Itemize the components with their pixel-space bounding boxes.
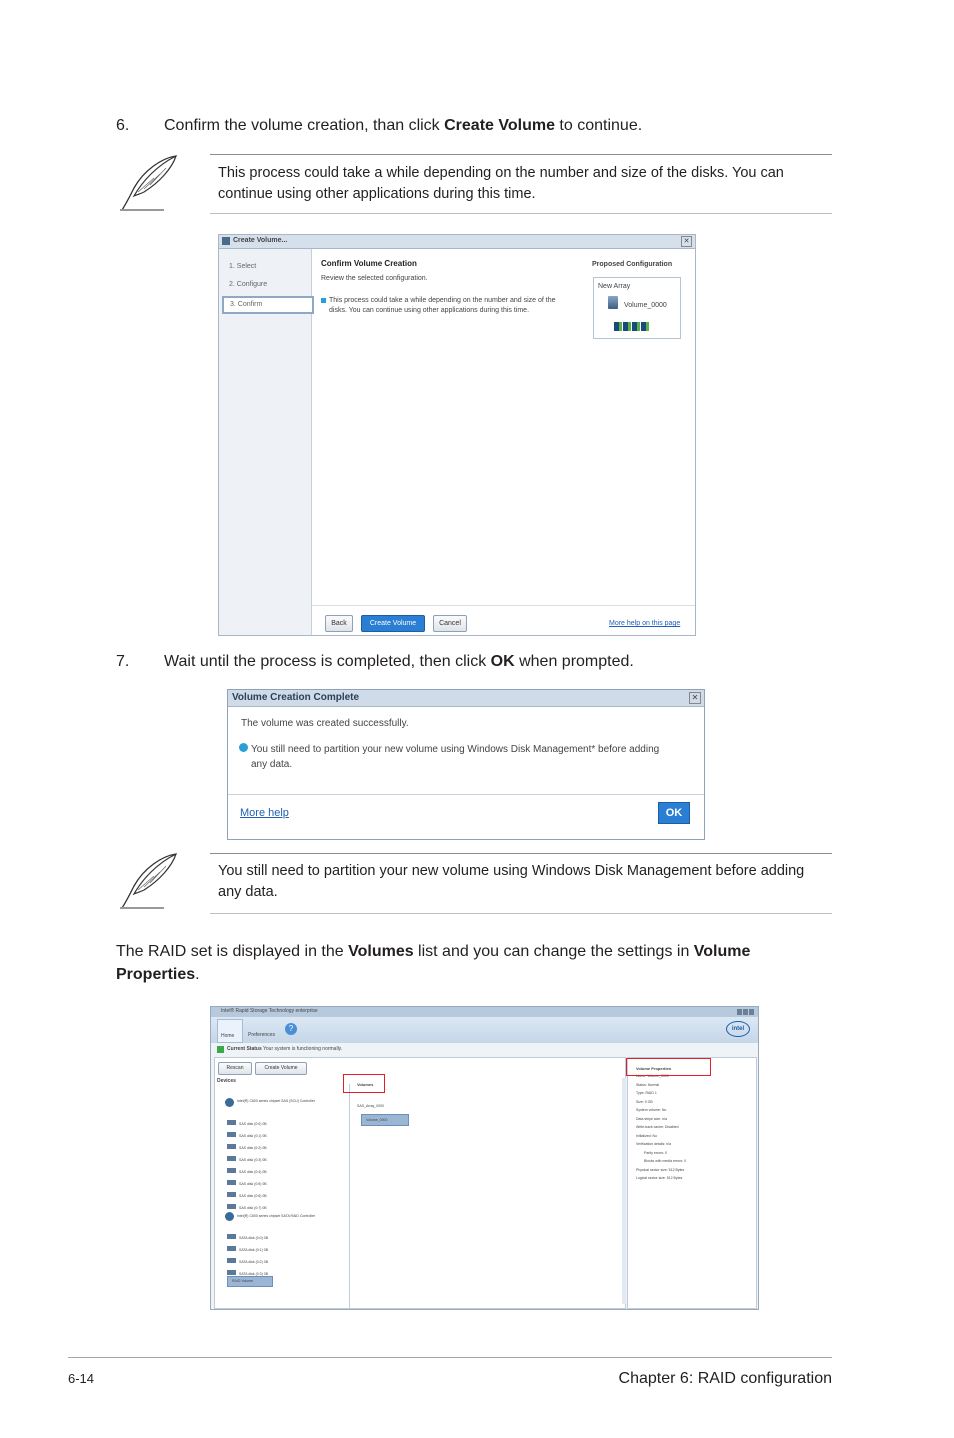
- property-row: Data stripe size: n/a: [636, 1116, 667, 1121]
- note-2: [112, 848, 832, 916]
- property-row: Size: 0 GB: [636, 1099, 653, 1104]
- controller-icon: [225, 1098, 234, 1107]
- property-row: Blocks with media errors: 0: [644, 1159, 687, 1163]
- back-button[interactable]: Back: [325, 615, 353, 632]
- paragraph-line-1: The RAID set is displayed in the Volumes list and you can change the settings in Volume: [116, 943, 751, 960]
- dialog-footer-rule: [228, 794, 704, 795]
- volumes-highlight-box: [343, 1074, 385, 1093]
- rst-window: [210, 1006, 759, 1310]
- volume-item[interactable]: Volume_0000: [361, 1114, 409, 1126]
- partition-info: You still need to partition your new volume using Windows Disk Management* before adding any data.: [251, 744, 660, 770]
- disk-item[interactable]: SAS disk (0:2) 0B: [223, 1136, 343, 1148]
- volume-complete-dialog: [227, 689, 705, 840]
- close-icon[interactable]: ✕: [681, 236, 692, 247]
- property-row: System volume: No: [636, 1108, 667, 1112]
- controller-1[interactable]: Intel(R) C600 series chipset SAS (SCU) Controller: [237, 1099, 315, 1103]
- feather-pen-icon: [114, 152, 184, 214]
- complete-message: The volume was created successfully.: [241, 718, 409, 729]
- note-text: This process could take a while depending on the number and size of the disks. You can continue using other applications during this time.: [218, 165, 784, 202]
- properties-highlight-box: [626, 1058, 711, 1076]
- disk-icon: [227, 1270, 236, 1275]
- toolbar-home[interactable]: Home: [217, 1019, 243, 1043]
- dialog-titlebar: [228, 690, 704, 707]
- intel-logo: intel: [726, 1021, 750, 1037]
- volumes-header: Volumes: [357, 1082, 374, 1087]
- page-number: 6-14: [68, 1371, 95, 1386]
- help-link[interactable]: More help on this page: [609, 620, 681, 627]
- disk-item[interactable]: SAS disk (0:6) 0B: [223, 1184, 343, 1196]
- step-text: Wait until the process is completed, then click OK when prompted.: [164, 653, 634, 670]
- wizard-step-confirm[interactable]: 3. Confirm: [222, 296, 314, 314]
- note-1: [112, 150, 832, 218]
- dialog-titlebar: [219, 235, 695, 249]
- wizard-step-select[interactable]: 1. Select: [229, 263, 257, 270]
- left-panel: [214, 1057, 626, 1309]
- disk-item[interactable]: SAS disk (0:7) 0B: [223, 1196, 343, 1208]
- wizard-steps-panel: [219, 249, 312, 635]
- more-help-link[interactable]: More help: [240, 807, 289, 819]
- property-row: Type: RAID 1: [636, 1091, 657, 1095]
- disk-item[interactable]: SAS disk (0:4) 0B: [223, 1160, 343, 1172]
- dialog-footer-rule: [312, 605, 695, 606]
- note-text: You still need to partition your new volume using Windows Disk Management before adding any data.: [218, 863, 805, 900]
- step-number: 7.: [116, 653, 130, 670]
- confirm-subheading: Review the selected configuration.: [321, 275, 428, 282]
- rst-toolbar: [211, 1017, 758, 1043]
- step-6: [116, 116, 836, 138]
- disk-strip-icon: [614, 322, 650, 331]
- proposed-heading: Proposed Configuration: [592, 261, 673, 268]
- controller-icon: [225, 1212, 234, 1221]
- volume-icon: [608, 296, 618, 309]
- note-top-rule: [210, 853, 832, 854]
- rescan-button[interactable]: Rescan: [218, 1062, 252, 1075]
- properties-panel: [627, 1057, 757, 1309]
- window-controls-icon[interactable]: [737, 1009, 755, 1015]
- close-icon[interactable]: ✕: [689, 692, 701, 704]
- cancel-button[interactable]: Cancel: [433, 615, 467, 632]
- property-row: Status: Normal: [636, 1082, 660, 1087]
- disk-item[interactable]: SAS disk (0:1) 0B: [223, 1124, 343, 1136]
- toolbar-preferences[interactable]: Preferences: [248, 1032, 275, 1038]
- disk-item[interactable]: SAS disk (0:5) 0B: [223, 1172, 343, 1184]
- check-icon: [217, 1046, 224, 1053]
- disk-item[interactable]: SATA disk (0:1) 0B: [223, 1238, 343, 1250]
- status-text: Your system is functioning normally.: [263, 1046, 343, 1052]
- dialog-title: Create Volume...: [233, 237, 288, 244]
- controller-1-disks: [223, 1112, 343, 1208]
- property-row: Initialized: No: [636, 1133, 658, 1138]
- create-volume-button[interactable]: Create Volume: [255, 1062, 307, 1075]
- dialog-title: Volume Creation Complete: [232, 692, 360, 703]
- selected-device[interactable]: RAID Volume: [227, 1276, 273, 1287]
- devices-divider: [349, 1084, 350, 1308]
- property-row: Verification details: n/a: [636, 1142, 672, 1146]
- ok-button[interactable]: OK: [658, 802, 690, 824]
- wizard-step-configure[interactable]: 2. Configure: [229, 281, 268, 288]
- note-top-rule: [210, 154, 832, 155]
- disk-item[interactable]: SATA disk (0:3) 0B: [223, 1262, 343, 1274]
- step-number: 6.: [116, 117, 130, 134]
- proposed-config-box: [593, 277, 681, 339]
- disk-item[interactable]: SATA disk (0:0) 0B: [223, 1226, 343, 1238]
- create-volume-button[interactable]: Create Volume: [361, 615, 425, 632]
- rst-title: Intel® Rapid Storage Technology enterprise: [221, 1008, 318, 1014]
- disk-item[interactable]: SATA disk (0:2) 0B: [223, 1250, 343, 1262]
- property-row: Physical sector size: 512 Bytes: [636, 1167, 685, 1172]
- rst-titlebar: [211, 1007, 758, 1017]
- property-row: Parity errors: 0: [644, 1150, 667, 1155]
- status-bar: [215, 1045, 754, 1055]
- disk-icon: [227, 1204, 236, 1209]
- footer-rule: [68, 1357, 832, 1358]
- properties-header: Volume Properties: [636, 1066, 672, 1071]
- note-bottom-rule: [210, 213, 832, 214]
- info-icon: [321, 298, 326, 303]
- note-bottom-rule: [210, 913, 832, 914]
- step-7: [116, 652, 836, 674]
- properties-list: [636, 1074, 746, 1185]
- info-icon: [239, 743, 248, 752]
- controller-2-disks: [223, 1226, 343, 1274]
- volume-label: Volume_0000: [624, 302, 667, 309]
- devices-header: Devices: [217, 1078, 236, 1084]
- confirm-heading: Confirm Volume Creation: [321, 259, 417, 268]
- app-icon: [222, 237, 230, 245]
- scrollbar[interactable]: [622, 1078, 626, 1304]
- controller-2[interactable]: Intel(R) C600 series chipset SATA RAID Controller: [237, 1214, 316, 1218]
- paragraph-line-2: Properties.: [116, 966, 200, 983]
- array-name[interactable]: SAS_Array_0000: [357, 1104, 385, 1108]
- array-label: New Array: [598, 283, 631, 290]
- confirm-info: This process could take a while depending on the number and size of the disks. You can continue using other applications during this time.: [329, 297, 556, 314]
- disk-item[interactable]: SAS disk (0:0) 0B: [223, 1112, 343, 1124]
- status-label: Current Status: [227, 1046, 262, 1052]
- feather-pen-icon: [114, 850, 184, 912]
- help-icon[interactable]: ?: [285, 1023, 297, 1035]
- create-volume-dialog: [218, 234, 696, 636]
- disk-item[interactable]: SAS disk (0:3) 0B: [223, 1148, 343, 1160]
- step-text: Confirm the volume creation, than click Create Volume to continue.: [164, 117, 643, 134]
- chapter-title: Chapter 6: RAID configuration: [618, 1370, 832, 1387]
- property-row: Logical sector size: 512 Bytes: [636, 1176, 683, 1180]
- property-row: Write-back cache: Disabled: [636, 1125, 679, 1129]
- property-row: Name: Volume_0000: [636, 1074, 669, 1078]
